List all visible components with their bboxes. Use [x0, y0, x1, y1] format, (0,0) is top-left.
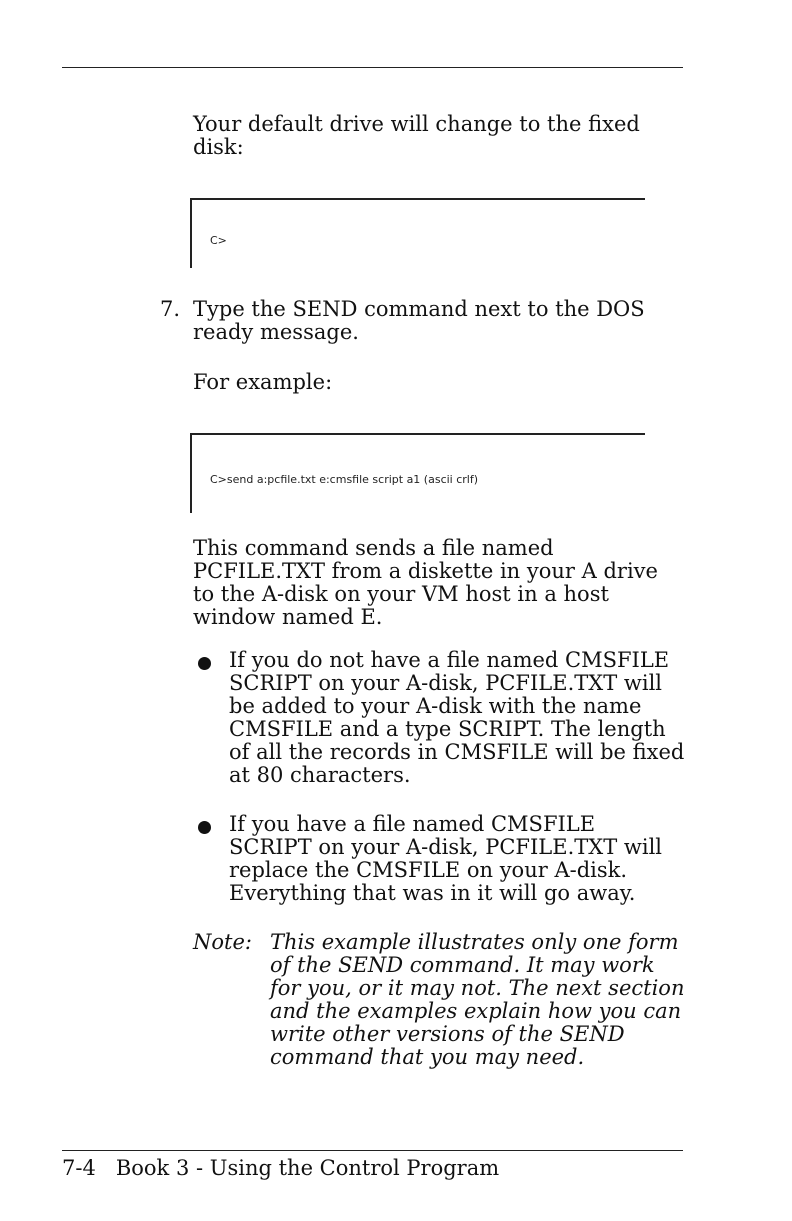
for-example-text: For example:	[193, 370, 333, 394]
bullet-dot-icon	[198, 821, 211, 834]
bottom-rule	[62, 1150, 683, 1151]
top-rule	[62, 67, 683, 68]
description-text: This command sends a file named PCFILE.TXT from a diskette in your A drive to the A-disk on your VM host in a host window named E.	[193, 536, 658, 629]
intro-text: Your default drive will change to the fixed disk:	[193, 112, 640, 159]
note-text: This example illustrates only one form of the SEND command. It may work for you, or it may not. The next section and the examples explain how you can write other versions of the SEND command that you may need.	[270, 930, 685, 1069]
screen-example-1	[190, 198, 645, 268]
step-text: Type the SEND command next to the DOS ready message.	[193, 297, 645, 344]
screen-prompt-text: C>	[210, 234, 227, 247]
bullet-item-2: If you have a file named CMSFILE SCRIPT on your A-disk, PCFILE.TXT will replace the CMSFILE on your A-disk. Everything that was in it will go away.	[229, 812, 663, 905]
bullet-item-1: If you do not have a file named CMSFILE SCRIPT on your A-disk, PCFILE.TXT will be added to your A-disk with the name CMSFILE and a type SCRIPT. The length of all the records in CMSFILE will be fixed at 80 characters.	[229, 648, 685, 787]
step-number: 7.	[160, 297, 181, 321]
screen-example-2	[190, 433, 645, 513]
send-command-text: C>send a:pcfile.txt e:cmsfile script a1 (ascii crlf)	[210, 473, 479, 486]
note-label: Note:	[193, 930, 252, 954]
page-footer: 7-4 Book 3 - Using the Control Program	[62, 1156, 500, 1180]
bullet-dot-icon	[198, 657, 211, 670]
